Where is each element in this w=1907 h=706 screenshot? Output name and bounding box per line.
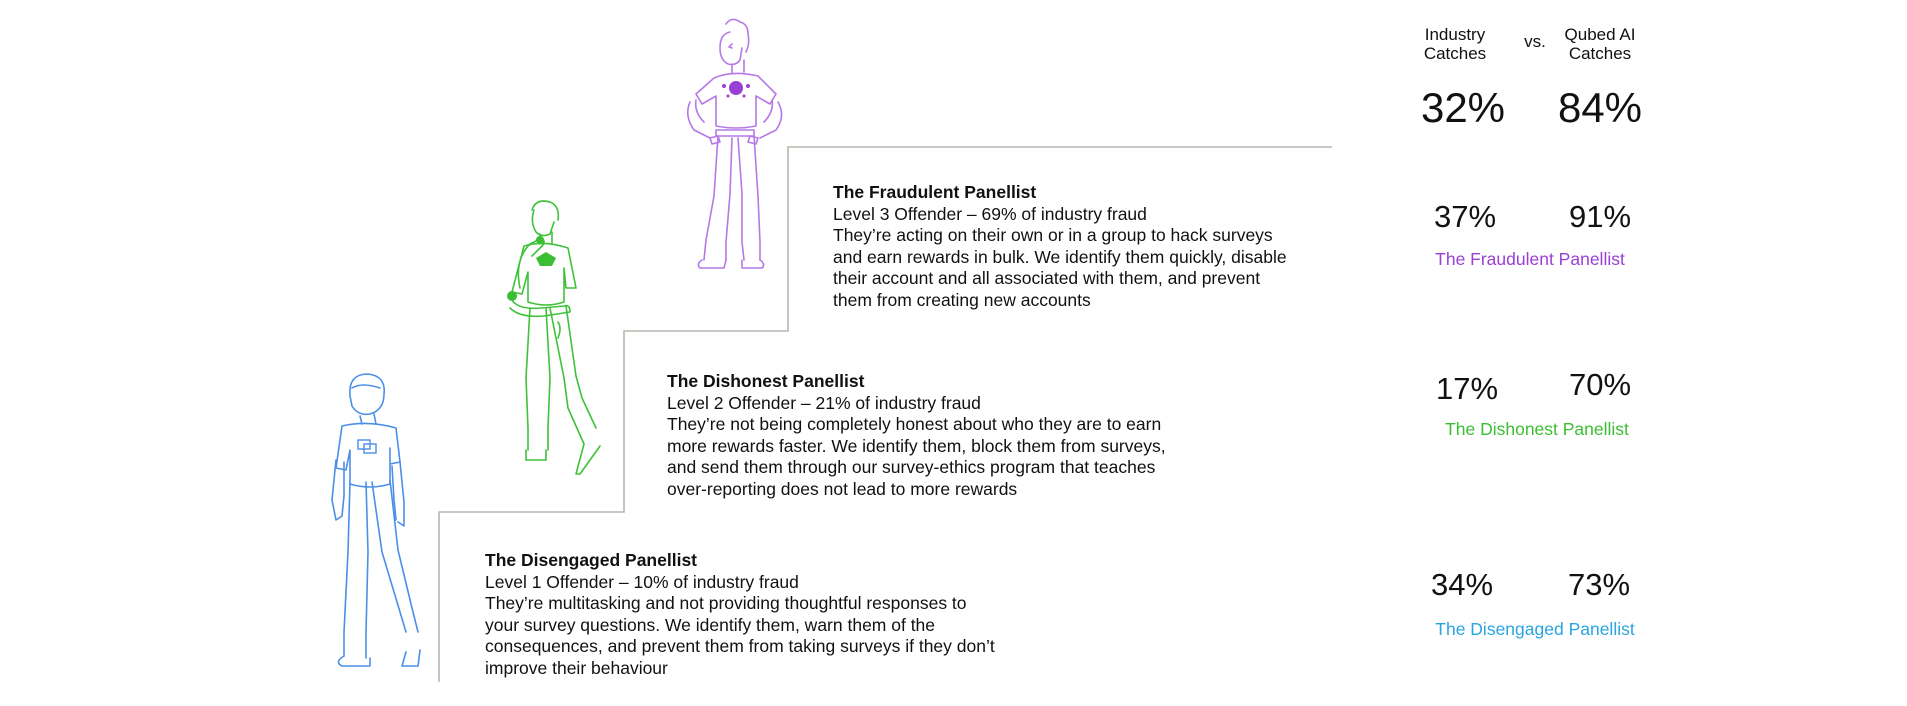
qubed-catches-header: Qubed AI Catches xyxy=(1564,25,1636,63)
dishonest-level: Level 2 Offender – 21% of industry fraud xyxy=(667,392,981,413)
fraudulent-description-block xyxy=(833,182,1287,311)
disengaged-description: They’re multitasking and not providing thoughtful responses to your survey questions. We identify them, warn them of the consequences, and prevent them from taking surveys if they don’t improve their behaviour xyxy=(485,593,995,678)
fraudulent-industry-percent: 37% xyxy=(1433,199,1497,234)
fraudulent-level: Level 3 Offender – 69% of industry fraud xyxy=(833,203,1147,224)
dishonest-title: The Dishonest Panellist xyxy=(667,371,865,391)
disengaged-stat-label: The Disengaged Panellist xyxy=(1435,619,1635,639)
overall-industry-percent: 32% xyxy=(1420,84,1506,131)
dishonest-description: They’re not being completely honest about who they are to earn more rewards faster. We identify them, block them from surveys, and send them through our survey-ethics program that teaches over-reporting does not lead to more rewards xyxy=(667,414,1166,499)
thinking-cross-legged-figure-icon xyxy=(490,196,620,486)
fraudulent-qubed-percent: 91% xyxy=(1568,199,1632,234)
dishonest-qubed-percent: 70% xyxy=(1568,367,1632,402)
disengaged-qubed-percent: 73% xyxy=(1567,567,1631,602)
vs-label: vs. xyxy=(1524,32,1546,51)
standing-hands-on-hips-figure-icon xyxy=(660,16,800,296)
fraudulent-title: The Fraudulent Panellist xyxy=(833,182,1037,202)
slouching-walking-figure-icon xyxy=(320,370,440,680)
industry-catches-header: Industry Catches xyxy=(1423,25,1487,63)
disengaged-title: The Disengaged Panellist xyxy=(485,550,697,570)
dishonest-stat-label: The Dishonest Panellist xyxy=(1445,419,1629,439)
overall-qubed-percent: 84% xyxy=(1557,84,1643,131)
dishonest-industry-percent: 17% xyxy=(1435,371,1499,406)
disengaged-level: Level 1 Offender – 10% of industry fraud xyxy=(485,571,799,592)
fraudulent-description: They’re acting on their own or in a group to hack surveys and earn rewards in bulk. We identify them quickly, disable their account and all associated with them, and prevent them from creating new accounts xyxy=(833,225,1287,310)
disengaged-industry-percent: 34% xyxy=(1430,567,1494,602)
dishonest-description-block xyxy=(667,371,1166,500)
disengaged-description-block xyxy=(485,550,995,679)
fraudulent-stat-label: The Fraudulent Panellist xyxy=(1435,249,1625,269)
